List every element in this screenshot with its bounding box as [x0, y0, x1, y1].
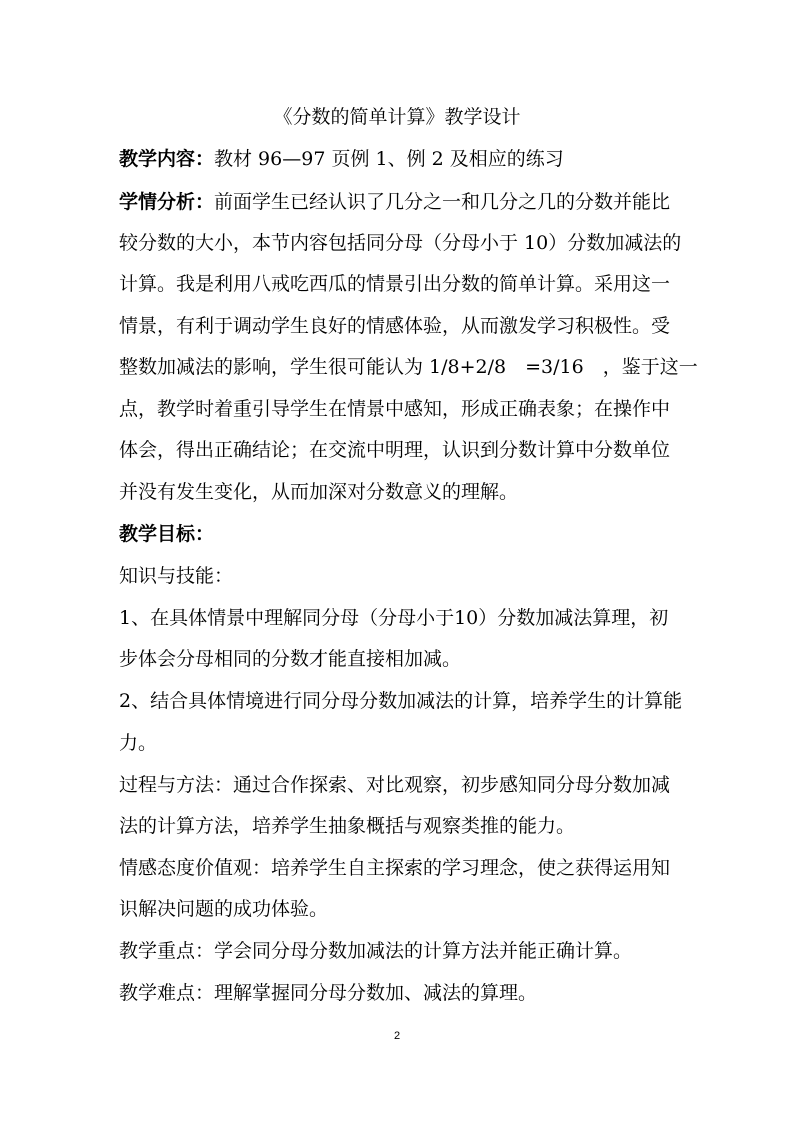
page-number: 2	[393, 1030, 401, 1042]
analysis-text-1: 前面学生已经认识了几分之一和几分之几的分数并能比	[214, 191, 671, 213]
process-method-line-2: 法的计算方法，培养学生抽象概括与观察类推的能力。	[119, 815, 576, 837]
teaching-content-label: 教学内容：	[119, 148, 215, 170]
emotion-values-line-1: 情感态度价值观：培养学生自主探索的学习理念，使之获得运用知	[119, 857, 671, 879]
teaching-key-point: 教学重点：学会同分母分数加减法的计算方法并能正确计算。	[119, 940, 633, 962]
goal-item-1-line-1: 1、在具体情景中理解同分母（分母小于10）分数加减法算理，初	[119, 607, 669, 629]
process-method-line-1: 过程与方法：通过合作探索、对比观察，初步感知同分母分数加减	[119, 774, 671, 796]
emotion-values-line-2: 识解决问题的成功体验。	[119, 898, 329, 920]
document-title: 《分数的简单计算》教学设计	[273, 106, 521, 128]
analysis-line-2: 较分数的大小，本节内容包括同分母（分母小于 10）分数加减法的	[119, 232, 682, 254]
analysis-label: 学情分析：	[119, 191, 215, 213]
analysis-line-5: 整数加减法的影响，学生很可能认为 1/8+2/8 =3/16 ，鉴于这一	[119, 356, 698, 378]
analysis-line-3: 计算。我是利用八戒吃西瓜的情景引出分数的简单计算。采用这一	[119, 273, 671, 295]
goals-label: 教学目标：	[119, 523, 215, 545]
goal-item-1-line-2: 步体会分母相同的分数才能直接相加减。	[119, 648, 462, 670]
teaching-content-line	[119, 145, 564, 173]
analysis-line-6: 点，教学时着重引导学生在情景中感知，形成正确表象；在操作中	[119, 398, 671, 420]
goal-item-2-line-1: 2、结合具体情境进行同分母分数加减法的计算，培养学生的计算能	[119, 690, 683, 712]
analysis-line-8: 并没有发生变化，从而加深对分数意义的理解。	[119, 481, 519, 503]
goal-item-2-line-2: 力。	[119, 732, 158, 754]
analysis-line-4: 情景，有利于调动学生良好的情感体验，从而激发学习积极性。受	[119, 315, 671, 337]
teaching-content-text: 教材 96—97 页例 1、例 2 及相应的练习	[214, 148, 564, 170]
analysis-line-1	[119, 188, 670, 216]
knowledge-skills-label: 知识与技能：	[119, 565, 234, 587]
teaching-difficulty: 教学难点：理解掌握同分母分数加、减法的算理。	[119, 982, 538, 1004]
analysis-line-7: 体会，得出正确结论；在交流中明理，认识到分数计算中分数单位	[119, 439, 671, 461]
